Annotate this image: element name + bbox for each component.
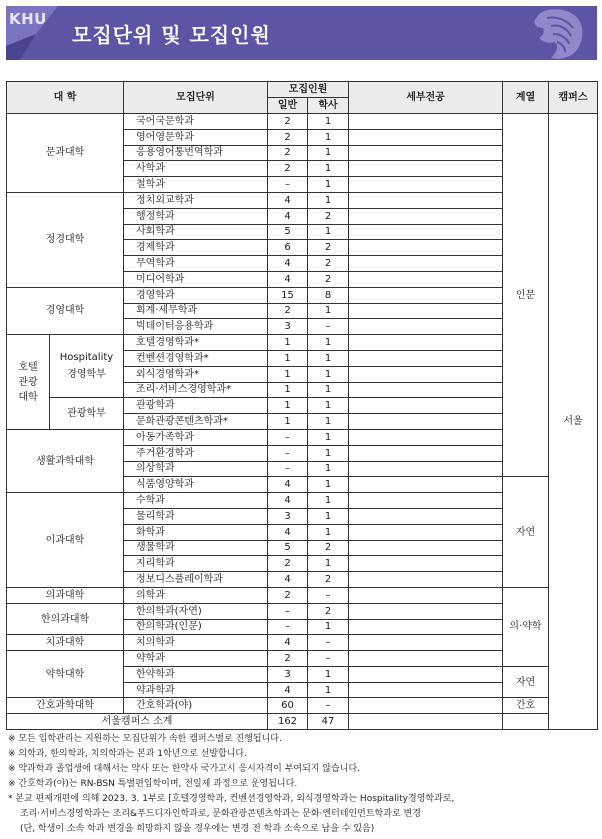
transfer-cell: 1	[308, 161, 349, 177]
header-campus: 캠퍼스	[549, 82, 598, 114]
unit-cell: 호텔경영학과*	[124, 335, 268, 351]
major-cell	[349, 461, 503, 477]
major-cell	[349, 682, 503, 698]
general-cell: 4	[268, 256, 308, 272]
unit-cell: 응용영어통번역학과	[124, 145, 268, 161]
general-cell: 2	[268, 145, 308, 161]
general-cell: 2	[268, 114, 308, 130]
transfer-cell: 1	[308, 524, 349, 540]
unit-cell: 한약학과	[124, 666, 268, 682]
transfer-cell: –	[308, 319, 349, 335]
general-cell: 4	[268, 635, 308, 651]
unit-cell: 식품영양학과	[124, 477, 268, 493]
unit-cell: 국어국문학과	[124, 114, 268, 130]
major-cell	[349, 192, 503, 208]
major-cell	[349, 271, 503, 287]
transfer-cell: –	[308, 698, 349, 714]
transfer-cell: 1	[308, 177, 349, 193]
general-cell: 4	[268, 271, 308, 287]
major-cell	[349, 114, 503, 130]
major-cell	[349, 524, 503, 540]
major-cell	[349, 240, 503, 256]
major-cell	[349, 666, 503, 682]
unit-cell: 회계·세무학과	[124, 303, 268, 319]
general-cell: 4	[268, 477, 308, 493]
transfer-cell: –	[308, 587, 349, 603]
major-cell	[349, 651, 503, 667]
major-cell	[349, 335, 503, 351]
transfer-cell: –	[308, 635, 349, 651]
general-cell: 4	[268, 524, 308, 540]
group-politics: 정경대학	[7, 192, 124, 287]
track-natural-2: 자연	[503, 666, 549, 698]
unit-cell: 치의학과	[124, 635, 268, 651]
header-general: 일반	[268, 98, 308, 114]
unit-cell: 행정학과	[124, 208, 268, 224]
transfer-cell: 1	[308, 224, 349, 240]
footnote: ※ 의학과, 한의학과, 치의학과는 본과 1학년으로 선발합니다.	[8, 749, 247, 759]
footnote: ※ 약과학과 졸업생에 대해서는 약사 또는 한약사 국가고시 응시자격이 부여되지 않습니다.	[8, 764, 360, 774]
general-cell: 5	[268, 540, 308, 556]
transfer-cell: 8	[308, 287, 349, 303]
major-cell	[349, 161, 503, 177]
major-cell	[349, 540, 503, 556]
transfer-cell: 1	[308, 129, 349, 145]
general-cell: 6	[268, 240, 308, 256]
general-cell: 2	[268, 129, 308, 145]
unit-cell: 사학과	[124, 161, 268, 177]
transfer-cell: 1	[308, 382, 349, 398]
general-cell: –	[268, 177, 308, 193]
unit-cell: 미디어학과	[124, 271, 268, 287]
major-cell	[349, 429, 503, 445]
footnote: 조리·서비스경영학과는 조리&푸드디자인학과로, 문화관광콘텐츠학과는 문화·엔터테인먼트학과로 변경	[20, 809, 421, 819]
general-cell: 3	[268, 666, 308, 682]
transfer-cell: 1	[308, 398, 349, 414]
header-unit: 모집단위	[124, 82, 268, 114]
unit-cell: 지리학과	[124, 556, 268, 572]
group-hotel	[7, 335, 50, 430]
general-cell: 3	[268, 508, 308, 524]
general-cell: –	[268, 445, 308, 461]
group-hotel-line: 호텔	[18, 361, 38, 373]
major-cell	[349, 224, 503, 240]
unit-cell: 문화관광콘텐츠학과*	[124, 414, 268, 430]
major-cell	[349, 382, 503, 398]
header-university: 대 학	[7, 82, 124, 114]
group-nursing: 간호과학대학	[7, 698, 124, 714]
transfer-cell: 2	[308, 271, 349, 287]
total-label: 서울캠퍼스 소계	[7, 714, 268, 730]
general-cell: –	[268, 603, 308, 619]
transfer-cell: 2	[308, 603, 349, 619]
group-hotel-line: 대학	[18, 391, 38, 403]
unit-cell: 경제학과	[124, 240, 268, 256]
unit-cell: 물리학과	[124, 508, 268, 524]
general-cell: 1	[268, 350, 308, 366]
major-cell	[349, 445, 503, 461]
major-cell	[349, 208, 503, 224]
logo-text: KHU	[9, 10, 47, 28]
track-cell	[503, 714, 549, 730]
major-cell	[349, 477, 503, 493]
unit-cell: 경영학과	[124, 287, 268, 303]
header-major: 세부전공	[349, 82, 503, 114]
unit-cell: 한의학과(인문)	[124, 619, 268, 635]
major-cell	[349, 587, 503, 603]
footnote: ※ 간호학과(야)는 RN-BSN 특별편입학이며, 전일제 과정으로 운영됩니다.	[8, 779, 298, 789]
khu-logo	[6, 6, 58, 60]
major-cell	[349, 319, 503, 335]
group-business: 경영대학	[7, 287, 124, 334]
footnote: * 본교 편제개편에 의해 2023. 3. 1부로 [호텔경영학과, 컨벤션경영학과, 외식경영학과는 Hospitality경영학과로,	[8, 794, 455, 804]
transfer-cell: 1	[308, 350, 349, 366]
general-cell: 5	[268, 224, 308, 240]
total-transfer: 47	[308, 714, 349, 730]
general-cell: –	[268, 619, 308, 635]
general-cell: 15	[268, 287, 308, 303]
unit-cell: 컨벤션경영학과*	[124, 350, 268, 366]
transfer-cell: 1	[308, 493, 349, 509]
unit-cell: 약과학과	[124, 682, 268, 698]
major-cell	[349, 177, 503, 193]
transfer-cell: 1	[308, 477, 349, 493]
unit-cell: 생물학과	[124, 540, 268, 556]
general-cell: 4	[268, 192, 308, 208]
major-cell	[349, 350, 503, 366]
group-science: 이과대학	[7, 493, 124, 588]
general-cell: 1	[268, 414, 308, 430]
transfer-cell: 1	[308, 429, 349, 445]
group-hospitality	[50, 335, 124, 398]
general-cell: 1	[268, 382, 308, 398]
major-cell	[349, 603, 503, 619]
general-cell: 2	[268, 303, 308, 319]
transfer-cell: 1	[308, 461, 349, 477]
transfer-cell: –	[308, 651, 349, 667]
group-hotel-line: 관광	[18, 376, 38, 388]
lion-emblem-icon	[523, 8, 587, 60]
group-korean-medicine: 한의과대학	[7, 603, 124, 635]
group-hospitality-line: 경영학부	[67, 369, 106, 381]
general-cell: 1	[268, 398, 308, 414]
major-cell	[349, 256, 503, 272]
transfer-cell: 1	[308, 303, 349, 319]
transfer-cell: 2	[308, 208, 349, 224]
transfer-cell: 2	[308, 572, 349, 588]
transfer-cell: 1	[308, 366, 349, 382]
transfer-cell: 1	[308, 114, 349, 130]
major-cell	[349, 303, 503, 319]
unit-cell: 관광학과	[124, 398, 268, 414]
transfer-cell: 1	[308, 192, 349, 208]
transfer-cell: 1	[308, 666, 349, 682]
unit-cell: 의상학과	[124, 461, 268, 477]
major-cell	[349, 714, 503, 730]
major-cell	[349, 493, 503, 509]
unit-cell: 철학과	[124, 177, 268, 193]
transfer-cell: 1	[308, 335, 349, 351]
major-cell	[349, 366, 503, 382]
track-medical: 의·약학	[503, 587, 549, 666]
transfer-cell: 1	[308, 508, 349, 524]
transfer-cell: 1	[308, 619, 349, 635]
general-cell: 1	[268, 366, 308, 382]
footnotes	[8, 732, 596, 837]
general-cell: 2	[268, 556, 308, 572]
unit-cell: 영어영문학과	[124, 129, 268, 145]
general-cell: –	[268, 461, 308, 477]
general-cell: 4	[268, 493, 308, 509]
transfer-cell: 2	[308, 256, 349, 272]
major-cell	[349, 508, 503, 524]
total-general: 162	[268, 714, 308, 730]
transfer-cell: 1	[308, 414, 349, 430]
transfer-cell: 1	[308, 145, 349, 161]
unit-cell: 아동가족학과	[124, 429, 268, 445]
major-cell	[349, 619, 503, 635]
unit-cell: 화학과	[124, 524, 268, 540]
unit-cell: 빅데이터응용학과	[124, 319, 268, 335]
transfer-cell: 2	[308, 240, 349, 256]
group-living: 생활과학대학	[7, 429, 124, 492]
unit-cell: 사회학과	[124, 224, 268, 240]
general-cell: 2	[268, 161, 308, 177]
major-cell	[349, 414, 503, 430]
unit-cell: 한의학과(자연)	[124, 603, 268, 619]
transfer-cell: 1	[308, 445, 349, 461]
general-cell: 4	[268, 572, 308, 588]
unit-cell: 의학과	[124, 587, 268, 603]
unit-cell: 약학과	[124, 651, 268, 667]
unit-cell: 간호학과(야)	[124, 698, 268, 714]
header-quota: 모집인원	[268, 82, 349, 98]
general-cell: 60	[268, 698, 308, 714]
general-cell: 1	[268, 335, 308, 351]
group-dentistry: 치과대학	[7, 635, 124, 651]
group-hospitality-line: Hospitality	[59, 352, 114, 364]
transfer-cell: 1	[308, 682, 349, 698]
unit-cell: 무역학과	[124, 256, 268, 272]
group-medicine: 의과대학	[7, 587, 124, 603]
general-cell: 2	[268, 651, 308, 667]
track-natural: 자연	[503, 477, 549, 588]
major-cell	[349, 572, 503, 588]
unit-cell: 외식경영학과*	[124, 366, 268, 382]
major-cell	[349, 698, 503, 714]
unit-cell: 정보디스플레이학과	[124, 572, 268, 588]
header-track: 계열	[503, 82, 549, 114]
footnote: ※ 모든 입학관리는 지원하는 모집단위가 속한 캠퍼스별로 진행됩니다.	[8, 734, 282, 744]
header-transfer: 학사	[308, 98, 349, 114]
major-cell	[349, 287, 503, 303]
page-title: 모집단위 및 모집인원	[72, 23, 271, 47]
unit-cell: 주거환경학과	[124, 445, 268, 461]
major-cell	[349, 398, 503, 414]
transfer-cell: 1	[308, 556, 349, 572]
major-cell	[349, 145, 503, 161]
general-cell: –	[268, 429, 308, 445]
general-cell: 4	[268, 682, 308, 698]
group-liberal-arts: 문과대학	[7, 114, 124, 193]
header-banner	[6, 6, 597, 60]
campus-cell: 서울	[549, 114, 598, 730]
general-cell: 2	[268, 587, 308, 603]
quota-table	[6, 81, 598, 730]
major-cell	[349, 129, 503, 145]
unit-cell: 수학과	[124, 493, 268, 509]
track-humanities: 인문	[503, 114, 549, 477]
unit-cell: 조리·서비스경영학과*	[124, 382, 268, 398]
major-cell	[349, 635, 503, 651]
footnote: (단, 학생이 소속 학과 변경을 희망하지 않을 경우에는 변경 전 학과 소속으로 남을 수 있음)	[20, 824, 375, 834]
transfer-cell: 2	[308, 540, 349, 556]
major-cell	[349, 556, 503, 572]
group-pharmacy: 약학대학	[7, 651, 124, 698]
unit-cell: 정치외교학과	[124, 192, 268, 208]
track-nursing: 간호	[503, 698, 549, 714]
group-tourism: 관광학부	[50, 398, 124, 430]
general-cell: 3	[268, 319, 308, 335]
general-cell: 4	[268, 208, 308, 224]
